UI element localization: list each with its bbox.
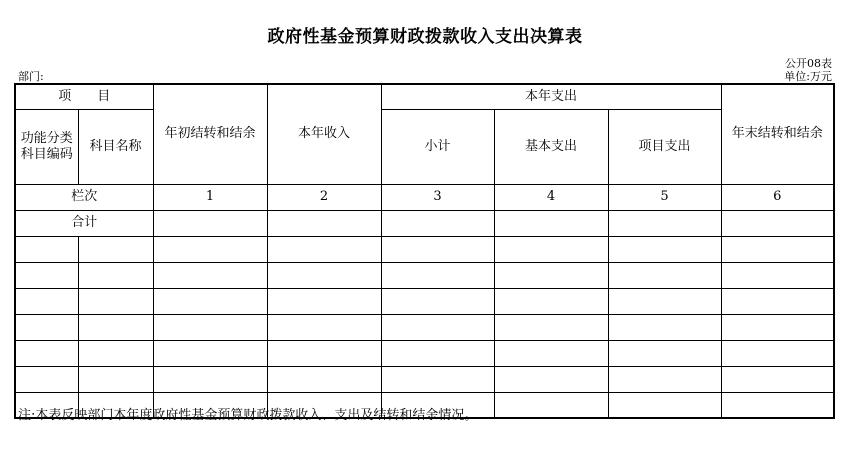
table-cell <box>153 288 267 314</box>
index-row <box>15 184 834 210</box>
table-cell <box>608 340 721 366</box>
table-cell <box>494 314 608 340</box>
table-cell <box>78 262 153 288</box>
table-cell <box>78 340 153 366</box>
table-cell <box>608 262 721 288</box>
table-cell <box>381 236 494 262</box>
table-row <box>15 288 834 314</box>
table-cell <box>153 262 267 288</box>
header-subtotal: 小计 <box>381 109 494 184</box>
header-row-1 <box>15 84 834 109</box>
table-cell <box>267 340 381 366</box>
table-row <box>15 314 834 340</box>
table-cell <box>381 210 494 236</box>
table-cell <box>494 366 608 392</box>
table-row <box>15 340 834 366</box>
table-cell <box>267 314 381 340</box>
table-cell <box>153 340 267 366</box>
table-cell <box>78 288 153 314</box>
table-cell <box>608 210 721 236</box>
header-end-balance: 年末结转和结余 <box>721 84 834 184</box>
header-row-2 <box>15 109 834 184</box>
table-cell <box>381 366 494 392</box>
index-col-4: 4 <box>494 184 608 210</box>
department-label: 部门: <box>18 70 44 83</box>
index-col-3: 3 <box>381 184 494 210</box>
table-cell <box>608 288 721 314</box>
table-cell <box>78 366 153 392</box>
table-cell <box>15 236 78 262</box>
table-cell <box>267 366 381 392</box>
table-cell <box>15 340 78 366</box>
table-cell <box>381 288 494 314</box>
table-cell <box>721 262 834 288</box>
table-row <box>15 366 834 392</box>
table-cell <box>608 236 721 262</box>
table-cell <box>721 366 834 392</box>
table-cell <box>153 236 267 262</box>
table-cell <box>15 314 78 340</box>
table-cell <box>267 210 381 236</box>
header-basic: 基本支出 <box>494 109 608 184</box>
budget-table <box>14 83 835 419</box>
table-cell <box>721 210 834 236</box>
table-cell <box>153 366 267 392</box>
footnote: 注:本表反映部门本年度政府性基金预算财政拨款收入、支出及结转和结余情况。 <box>18 408 478 423</box>
table-cell <box>267 236 381 262</box>
table-cell <box>15 366 78 392</box>
table-cell <box>381 340 494 366</box>
table-cell <box>267 262 381 288</box>
index-col-5: 5 <box>608 184 721 210</box>
table-cell <box>608 366 721 392</box>
table-cell <box>721 314 834 340</box>
index-col-1: 1 <box>153 184 267 210</box>
table-cell <box>494 262 608 288</box>
table-cell <box>381 314 494 340</box>
table-cell <box>608 314 721 340</box>
table-cell <box>15 288 78 314</box>
index-col-2: 2 <box>267 184 381 210</box>
table-cell <box>494 236 608 262</box>
table-cell <box>153 314 267 340</box>
table-cell <box>721 236 834 262</box>
table-cell <box>267 288 381 314</box>
unit-label: 单位:万元 <box>784 70 832 83</box>
table-cell <box>494 210 608 236</box>
total-row <box>15 210 834 236</box>
page-title: 政府性基金预算财政拨款收入支出决算表 <box>267 27 583 47</box>
table-cell <box>721 392 834 418</box>
table-cell <box>78 236 153 262</box>
header-income: 本年收入 <box>267 84 381 184</box>
table-row <box>15 262 834 288</box>
table-row <box>15 236 834 262</box>
header-expense-group: 本年支出 <box>381 84 721 109</box>
total-label: 合计 <box>15 210 153 236</box>
table-cell <box>494 288 608 314</box>
table-cell <box>78 314 153 340</box>
table-cell <box>494 340 608 366</box>
form-code: 公开08表 <box>785 57 832 70</box>
header-project: 项 目 <box>15 84 153 109</box>
table-cell <box>608 392 721 418</box>
table-cell <box>721 340 834 366</box>
table-cell <box>494 392 608 418</box>
header-begin-balance: 年初结转和结余 <box>153 84 267 184</box>
header-func-code: 功能分类 科目编码 <box>15 109 78 184</box>
table-cell <box>381 262 494 288</box>
index-col-6: 6 <box>721 184 834 210</box>
header-project-exp: 项目支出 <box>608 109 721 184</box>
header-subject-name: 科目名称 <box>78 109 153 184</box>
index-label: 栏次 <box>15 184 153 210</box>
table-cell <box>153 210 267 236</box>
table-cell <box>721 288 834 314</box>
table-cell <box>15 262 78 288</box>
